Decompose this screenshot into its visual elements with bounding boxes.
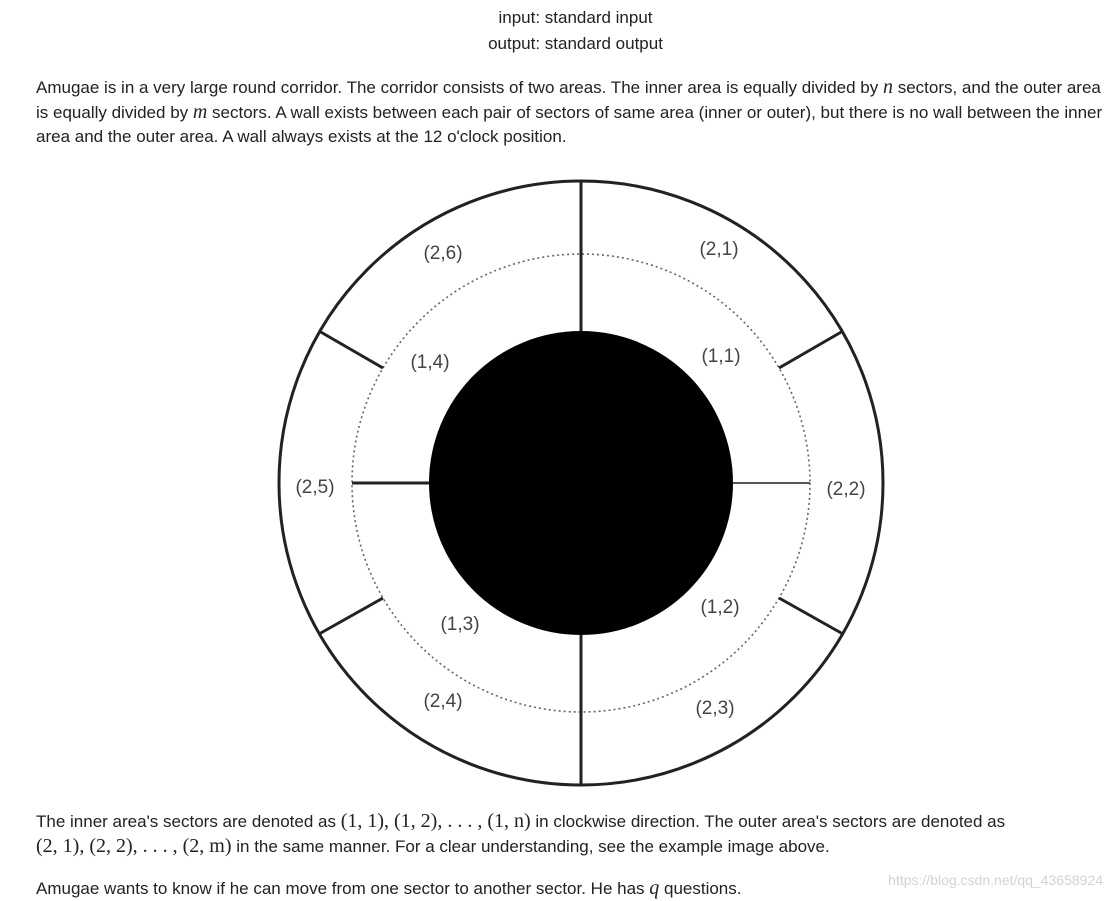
sector-label-1-4: (1,4) (410, 352, 450, 373)
outer-wall (779, 331, 843, 368)
input-spec: input: standard input (498, 8, 653, 27)
math-m: m (192, 101, 208, 123)
sector-label-1-2: (1,2) (700, 597, 740, 618)
sector-label-2-1: (2,1) (699, 239, 739, 260)
statement-paragraph-2 (36, 809, 1111, 859)
statement-text: sectors, and the outer area is equally divided by (36, 78, 1101, 122)
outer-wall (779, 598, 843, 634)
watermark: https://blog.csdn.net/qq_43658924 (888, 872, 1103, 888)
statement-text: questions. (659, 879, 742, 898)
output-spec: output: standard output (488, 34, 663, 53)
sector-label-2-2: (2,2) (826, 479, 866, 500)
statement-text: Amugae is in a very large round corridor. The corridor consists of two areas. The inner area is equally divided by (36, 78, 883, 97)
math-outer-sectors: (2, 1), (2, 2), . . . , (2, m) (36, 835, 232, 857)
sector-label-1-1: (1,1) (701, 346, 741, 367)
sector-label-1-3: (1,3) (440, 614, 480, 635)
math-inner-sectors: (1, 1), (1, 2), . . . , (1, n) (340, 810, 531, 832)
sector-label-2-4: (2,4) (423, 691, 463, 712)
sector-label-2-6: (2,6) (423, 243, 463, 264)
statement-text: The inner area's sectors are denoted as (36, 812, 341, 831)
math-q: q (649, 877, 660, 899)
statement-text: in clockwise direction. The outer area's sectors are denoted as (530, 812, 1006, 831)
outer-wall (319, 331, 383, 368)
statement-text: in the same manner. For a clear understanding, see the example image above. (231, 837, 830, 856)
sector-label-2-3: (2,3) (695, 698, 735, 719)
math-n: n (882, 76, 893, 98)
statement-text: sectors. A wall exists between each pair of sectors of same area (inner or outer), but there is no wall between the inner area and the outer area. A wall always exists at the 12 o'clock position. (36, 103, 1103, 146)
outer-wall (319, 598, 383, 634)
sector-label-2-5: (2,5) (295, 477, 335, 498)
center-pillar (429, 331, 733, 635)
statement-text: Amugae wants to know if he can move from one sector to another sector. He has (36, 879, 650, 898)
